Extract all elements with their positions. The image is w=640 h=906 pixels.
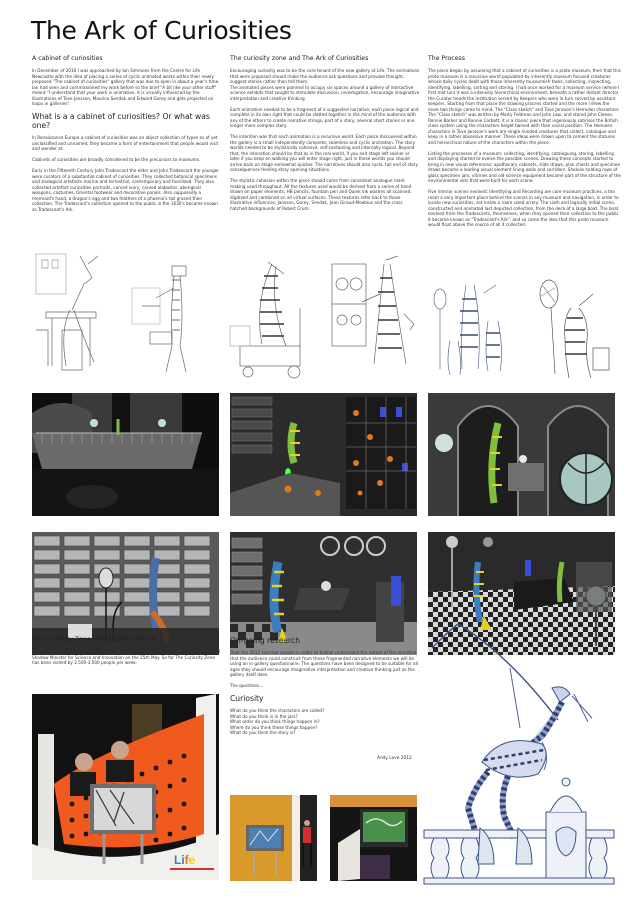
section-heading: The Curiosity Zone at the Centre for Life bbox=[32, 636, 158, 643]
gallery-screen-photo bbox=[330, 795, 417, 881]
curiosity-zone-launch-photo bbox=[32, 694, 219, 880]
section-heading: A cabinet of curiosities bbox=[32, 55, 103, 62]
section-heading: What is a a cabinet of curiosities? Or what was one? bbox=[32, 112, 210, 130]
gallery-display-photo bbox=[230, 795, 317, 881]
character-fishing-on-balustrade-sketch bbox=[422, 622, 632, 894]
section-heading: On-going research bbox=[230, 636, 301, 645]
question: What do you think is in the jars? bbox=[230, 713, 298, 719]
paragraph: The Curiosity Zone was officially launched by Chi Onwurah, MP for Newcastle Central and Shadow Minister for Science and Innovation on the 25th May. So far The Curiosity Zone has been visited by 2,500-3,500 people per week. bbox=[32, 649, 220, 665]
paragraph: The piece began by assuming that a cabinet of curiosities is a proto museum, then that this proto museum is a recursive world populated by inherently museum focused creatures whose daily cycles dealt with those inherently museumish tasks, collecting, inspecting, identifying, labelling, sorting and storing. I had once worked for a museum service (where I first met Ian) it was a intensely hierarchical environment, beneath a rather distant director the Curator heads the institution served by Keepers who were in turn served by assistant keepers. Starting from that place the drawing process started and the more I drew the more two things came to mind, The "Class sketch" and Tove Jansson's Hemulen characters. The "Class sketch" was written by Marty Feldman and John Law, and stared John Cleese, Ronnie Barker and Ronnie Corbett, it is a classic piece that ingeniously satirises the British class system using the characters height twined with their social position. The Hemulen characters in Tove Jansson's work are single minded creatures that collect, catalogue and keep in a rather obsessive manner. These ideas were drawn upon to cement the statures and hierarchical nature of the characters within the piece. bbox=[428, 68, 621, 145]
paragraph: In Renaissance Europe a cabinet of curiosities was an object collection of types as of yet unclassified and unnamed, they became a form of entertainment that people would visit and wonder at. bbox=[32, 135, 219, 151]
paragraph: Five interior scenes evolved; Identifying and Recording are core museum practices, a tea room a very important place behind the scenes in any museum and navigation, in order to locate new curiosities, set inside a room sized orrery. The sixth and logically initial scene, constructed and animated last depicted collection, from the deck of a large boat. The boat evolved from the Tradescants, themselves, when they opened their collection to the public it became known as "Tradescant's Ark", and so came the idea that this proto museum would float above the source of all it collected. bbox=[428, 189, 619, 227]
column-2 bbox=[230, 55, 420, 217]
paragraph: Listing the processes of a museum; collecting, identifying, cataloguing, storing, labelling and displaying started to evolve the possible scenes. Drawing these concepts started to bring in new visual references; apothecary cabinets, slide draws, plan chests and specimen draws became a leading visual element lining walls and corridors. Shelves holding rows of glass specimen jars, vitrines and old science equipment became part of the structure of the environmental sets that were built for each scene. bbox=[428, 150, 621, 183]
life-logo: Life bbox=[174, 853, 196, 867]
paragraph: The stylistic cohesion within the piece should come from consistent analogue mark making used throughout. All the textures used would be derived from a series of hand drawn on paper elements; HB pencils, fountain pen and Quink ink washes all scanned, digitized and combined on all virtual surfaces. These textures refer back to those illustrative influences; Jansson, Gorey, Sendak, Jean Giraud-Moebius and the cross hatched backgrounds of Robert Crum. bbox=[230, 178, 412, 211]
specimen-cabinet-render bbox=[230, 393, 417, 516]
section-heading: The curiosity zone and The Ark of Curiosities bbox=[230, 55, 369, 62]
question: What do you think the characters are called? bbox=[230, 708, 325, 713]
column-1 bbox=[32, 55, 222, 218]
question: What order do you think things happen in? bbox=[230, 719, 320, 724]
character-at-desk-sketch bbox=[32, 250, 112, 378]
column-3 bbox=[428, 55, 621, 233]
paragraph: Encouraging curiosity was to be the core tenant of the new gallery at Life. The animations that were proposed should make the audience ask questions and provoke thought, suggest stories rather than tell them. bbox=[230, 68, 420, 84]
paragraph: Each animation needed to be a fragment of a suggested narrative; each piece logical and complete in its own right that could be slotted together in the mind of the audience with any of the others to create narrative strings, part of a story, several short stories or one longer more complex story. bbox=[230, 106, 419, 128]
character-at-specimen-shelf-sketch bbox=[330, 254, 420, 382]
character-with-net-sketch bbox=[537, 278, 613, 382]
question: Where do you think these things happen? bbox=[230, 724, 318, 730]
character-with-trolley-sketch bbox=[228, 256, 318, 384]
paragraph: Ian had seen and commissioned my work before so the brief "A bit like your other stuff" meant "I understand that your work is animation, it is visually influenced by the illustrations of Tove Jansson, Maurice Sendak and Edward Gorey and gets projected on loops in galleries". bbox=[32, 84, 217, 106]
author-signature: Andy Love 2012 bbox=[377, 756, 412, 761]
paragraph: Cabinets of curiosities are broadly considered to be the precursors to museums. bbox=[32, 157, 201, 162]
character-pointing-sketch bbox=[130, 258, 200, 378]
paragraph: The intention was that each animation is a recursive world. Each piece discovered within the gallery is a small independently complete, seamless and cyclic animation. The story worlds needed to be stylistically cohesive, self-containing and internally logical. Beyond that, the intenation should be that as in the real world, if you exit stage left sooner or later if you keep on walking you will enter stage right, just in these worlds you should arrive back on stage somewhat quicker. The narratives should also cycle, tail end of story consequences feeding story opening situations. bbox=[230, 134, 419, 172]
section-heading: Curiosity bbox=[230, 694, 264, 703]
paragraph: The questions... bbox=[230, 683, 264, 688]
poster-title: The Ark of Curiosities bbox=[31, 16, 292, 45]
paragraph: Over the 2012 summer season in order to further understand the nature of the narrative that the audience could construct from these fragmented narrative elements we will be using an in gallery questionnaire. The questions have been designed to be suitable for all ages they should encourage imaginative interpretation and creative thinking just as the gallery itself does. bbox=[230, 650, 418, 677]
paragraph: In December of 2010 I was approached by Ian Simmons from the Centre for Life Newcastle with the idea of placing a series of cyclic animated works within their newly proposed "The cabinet of curiosities" gallery that was due to open in about a year's time. bbox=[32, 68, 220, 84]
orrery-room-render bbox=[428, 393, 615, 516]
boat-deck-render bbox=[32, 393, 219, 516]
hemulen-group-sketch bbox=[432, 281, 512, 381]
section-heading: The Process bbox=[428, 55, 465, 62]
column-2-lower bbox=[230, 636, 420, 736]
paragraph: The animated pieces were planned to occupy six spaces around a gallery of interactive science exhibits that sought to stimulate discussion, investigation, encourage imaginative interpretation and creative thinking. bbox=[230, 84, 420, 101]
paragraph: Early in the Fifteenth Century John Tradescant the elder and John Tradescant the younger were curators of a substantial cabinet of curiosities. They collected botanical specimens and zoological artefacts marine and terrestrial, contemporary and fossilized. They also collected artefact curiosities portraits, carved ivory, carved alabaster, aboriginal weapons, costumes, Oriental footwear and decorative panels. Also supposedly a mermaid's hand, a dragon's egg and two feathers of a phoenix's tail graced their collection. The Tradescant's collection opened to the public in the 1630's became known as Tradescant's Ark . bbox=[32, 168, 220, 212]
question: What do you think the story is? bbox=[230, 730, 296, 735]
column-1-lower bbox=[32, 636, 222, 671]
